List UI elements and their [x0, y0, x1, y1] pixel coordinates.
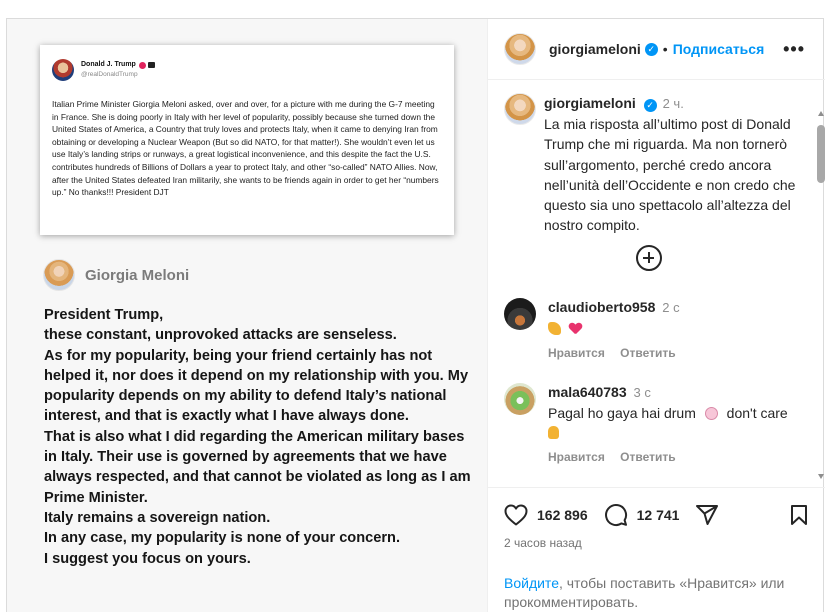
comment-like-button[interactable]: Нравится — [548, 450, 605, 464]
comment-reply-button[interactable]: Ответить — [620, 450, 676, 464]
reply-line: That is also what I did regarding the American military bases in Italy. Their use is governed by agreements that we have always respected, and that cannot be violated as long as I am Prime Minister. — [44, 428, 471, 506]
comment-username[interactable]: mala640783 — [548, 384, 627, 400]
save-action[interactable] — [789, 504, 809, 531]
comment-avatar[interactable] — [504, 383, 536, 415]
comment-item — [504, 298, 804, 360]
post-time: 2 часов назад — [504, 536, 582, 550]
login-link[interactable]: Войдите — [504, 575, 559, 591]
scroll-up-arrow-icon[interactable] — [818, 111, 824, 116]
verified-badge-icon: ✓ — [645, 43, 658, 56]
comment-like-button[interactable]: Нравится — [548, 346, 605, 360]
login-prompt-text: , чтобы поставить «Нравится» или прокомментировать. — [504, 575, 785, 610]
reply-avatar — [43, 259, 75, 291]
comments-count: 12 741 — [636, 507, 680, 523]
comment-time: 2 с — [662, 300, 680, 315]
comment-text: Pagal ho gaya hai drum don't care — [548, 404, 788, 442]
speech-bubble-icon[interactable] — [604, 503, 628, 527]
bookmark-icon[interactable] — [789, 504, 809, 526]
caption-avatar[interactable] — [504, 93, 536, 125]
scroll-down-arrow-icon[interactable] — [818, 474, 824, 479]
caption-text: La mia risposta all’ultimo post di Donald Trump che mi riguarda. Ma non tornerò sull’argomento, perché credo ancora nell’unità dell’Occidente e non credo che questo sia uno spettacolo all’altezza del nostro compito. — [544, 116, 796, 234]
like-action[interactable] — [504, 504, 588, 526]
comments-scrollbar[interactable] — [817, 125, 825, 183]
comment-item — [504, 383, 804, 464]
comment-action[interactable] — [604, 503, 680, 527]
reply-author — [43, 259, 189, 291]
face-emoji-icon — [705, 407, 718, 420]
heart-icon[interactable] — [504, 504, 528, 526]
share-action[interactable] — [695, 504, 728, 526]
follow-button[interactable]: Подписаться — [672, 41, 765, 57]
caption-time: 2 ч. — [662, 96, 684, 111]
comment-text — [548, 319, 688, 338]
post-caption — [504, 93, 804, 235]
author-avatar[interactable] — [504, 33, 536, 65]
post-image — [7, 19, 487, 612]
tweet-screenshot — [40, 45, 454, 235]
tweet-author-handle: @realDonaldTrump — [81, 71, 138, 78]
clapping-hands-icon — [548, 322, 561, 335]
tweet-header — [52, 58, 442, 82]
reply-line: President Trump, — [44, 307, 164, 323]
plus-circle-icon[interactable] — [636, 245, 662, 271]
tweet-avatar — [52, 59, 74, 81]
paper-plane-icon[interactable] — [695, 504, 719, 526]
verified-badge-icon — [139, 62, 146, 69]
reply-line: Italy remains a sovereign nation. — [44, 509, 271, 526]
author-username[interactable]: giorgiameloni — [549, 41, 641, 57]
tweet-author-name: Donald J. Trump — [81, 61, 136, 68]
post-side-panel — [487, 19, 824, 612]
post-footer — [488, 487, 825, 612]
reply-text — [44, 305, 474, 569]
post-actions — [504, 502, 809, 528]
heart-emoji-icon — [569, 323, 582, 335]
comment-time: 3 с — [633, 385, 651, 400]
comment-username[interactable]: claudioberto958 — [548, 299, 656, 315]
header-separator: • — [662, 41, 668, 57]
verified-badge-icon: ✓ — [644, 99, 657, 112]
likes-count: 162 896 — [537, 507, 588, 523]
reply-line: these constant, unprovoked attacks are senseless. — [44, 327, 397, 344]
tweet-text: Italian Prime Minister Giorgia Meloni asked, over and over, for a picture with me during the G-7 meeting in France. She is doing poorly in Italy with her level of popularity, possibly because she turned down the United States of America, a Country that truly loves and protects Italy, when it came to denying Iran from obtaining or developing a Nuclear Weapon (But so did NATO, for that matter!). She wouldn’t even let us use Italy’s landing strips or runways, a great logistical inconvenience, and this despite the fact the U.S. contributes hundreds of Billions of Dollars a year to protect Italy, and other “so-called” NATO Allies. Now, after the United States defeated Iran militarily, she wants to be friends again in order to get her “numbers up.” No thanks!!! President DJT — [52, 99, 439, 198]
comment-avatar[interactable] — [504, 298, 536, 330]
comment-reply-button[interactable]: Ответить — [620, 346, 676, 360]
post-header — [488, 19, 825, 80]
reply-line: In any case, my popularity is none of your concern. — [44, 530, 401, 547]
caption-username[interactable]: giorgiameloni — [544, 95, 636, 111]
reply-author-name: Giorgia Meloni — [85, 266, 190, 284]
post-dialog — [6, 18, 824, 612]
reply-line: I suggest you focus on yours. — [44, 550, 251, 567]
reply-line: As for my popularity, being your friend certainly has not helped it, nor does it depend on my relationship with you. My popularity depends on my ability to defend Italy’s national interest, and that is exactly what I have always done. — [44, 347, 469, 425]
login-prompt — [504, 574, 804, 612]
more-options-icon[interactable]: ••• — [783, 39, 805, 59]
hand-emoji-icon — [548, 426, 559, 439]
flag-icon — [148, 62, 155, 68]
